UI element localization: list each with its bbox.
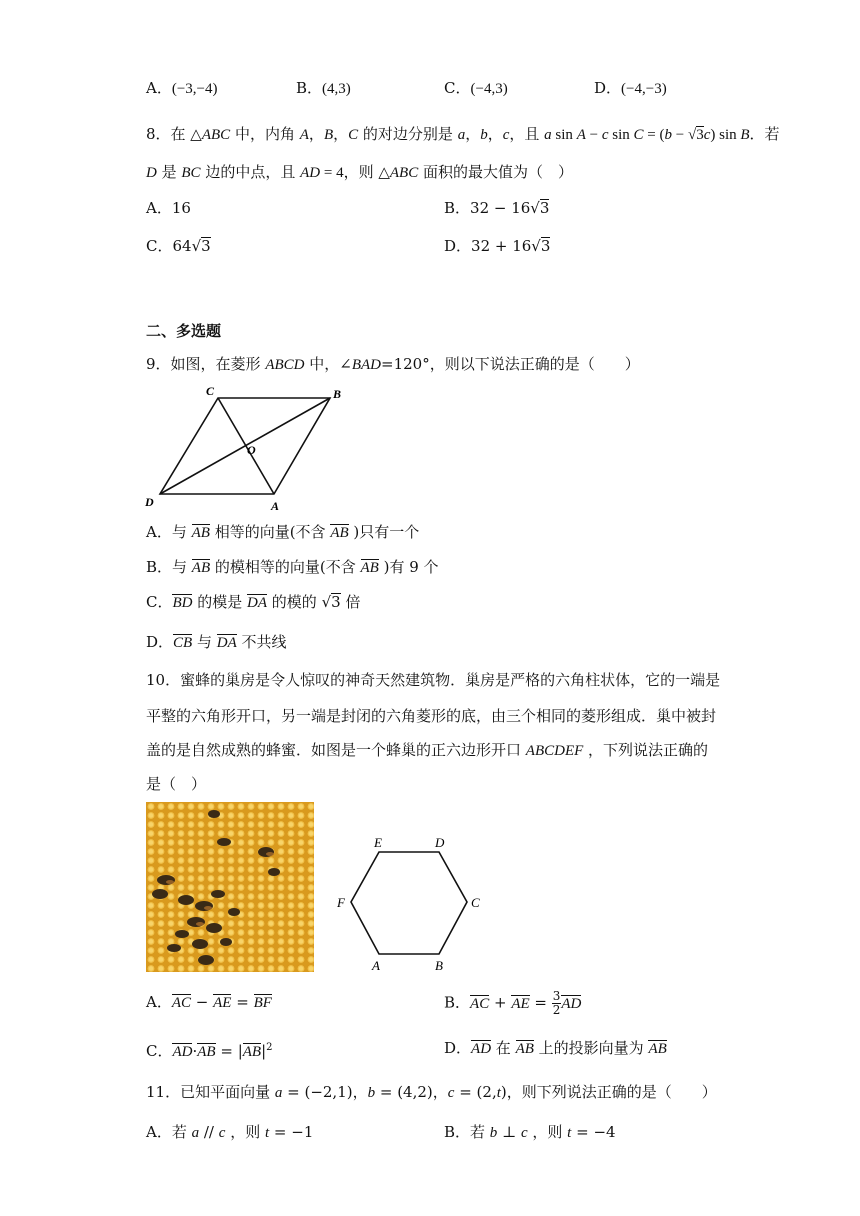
- q11-option-a: A．若 a // c ，则 t = −1: [146, 1123, 314, 1141]
- q8-stem-line2: D 是 BC 边的中点，且 AD = 4，则 △ABC 面积的最大值为（ ）: [146, 163, 574, 181]
- q8-option-d: D．32 + 16√3: [444, 237, 551, 255]
- q10-stem-line3: 盖的是自然成熟的蜂蜜．如图是一个蜂巢的正六边形开口 ABCDEF ，下列说法正确的: [146, 741, 709, 759]
- q11-option-b: B．若 b ⊥ c ，则 t = −4: [444, 1123, 616, 1141]
- q10-stem-line2: 平整的六角形开口，另一端是封闭的六角菱形的底，由三个相同的菱形组成．巢中被封: [146, 707, 717, 725]
- q9-option-a: A．与 AB 相等的向量(不含 AB )只有一个: [146, 523, 420, 541]
- q8-option-b: B．32 − 16√3: [444, 199, 550, 217]
- label-o: O: [247, 443, 256, 457]
- hexagon-figure: [334, 830, 494, 980]
- honeycomb-photo: [146, 802, 314, 972]
- q10-option-b: B．AC + AE = $\frac{3}{2}$ AD: [444, 989, 582, 1017]
- hex-label-b: B: [435, 958, 443, 973]
- q9-rhombus-figure: [140, 384, 340, 514]
- q9-option-b: B．与 AB 的模相等的向量(不含 AB )有 9 个: [146, 558, 439, 576]
- q8-stem-line1: 8．在 △ABC 中，内角 A，B，C 的对边分别是 a，b，c，且 a sin A − c sin C = (b − √3c) sin B．若: [146, 125, 780, 143]
- q10-stem-line1: 10．蜜蜂的巢房是令人惊叹的神奇天然建筑物．巢房是严格的六角柱状体，它的一端是: [146, 671, 721, 689]
- hex-label-d: D: [435, 835, 445, 850]
- label-c: C: [206, 384, 215, 398]
- q10-option-c: C．$AD\cdot AB = |AB|^2$: [146, 1042, 273, 1060]
- q10-stem-line4: 是（ ）: [146, 775, 207, 793]
- hex-label-c: C: [471, 895, 480, 910]
- q11-stem: 11．已知平面向量 a = (−2,1)，b = (4,2)，c = (2,t)，则下列说法正确的是（ ）: [146, 1083, 717, 1101]
- q9-option-d: D．CB 与 DA 不共线: [146, 633, 287, 651]
- q10-option-d: D．AD 在 AB 上的投影向量为 AB: [444, 1039, 667, 1057]
- q8-option-a: A．16: [146, 199, 191, 217]
- q7-option-b: B．(4,3): [296, 79, 351, 97]
- q9-option-c: C．BD 的模是 DA 的模的 √3 倍: [146, 593, 361, 611]
- q8-option-c: C．64√3: [146, 237, 211, 255]
- q7-option-a: A．(−3,−4): [146, 79, 218, 97]
- hex-label-e: E: [374, 835, 382, 850]
- label-d: D: [145, 495, 154, 509]
- label-a: A: [271, 499, 280, 513]
- label-b: B: [333, 387, 342, 401]
- hex-label-f: F: [337, 895, 345, 910]
- section-multiple-choice-title: 二、多选题: [146, 322, 222, 340]
- q7-option-d: D．(−4,−3): [594, 79, 667, 97]
- q9-stem: 9．如图，在菱形 ABCD 中，∠BAD=120°，则以下说法正确的是（ ）: [146, 355, 640, 373]
- hex-label-a: A: [372, 958, 380, 973]
- q10-option-a: A．AC − AE = BF: [146, 993, 272, 1011]
- q7-option-c: C．(−4,3): [444, 79, 508, 97]
